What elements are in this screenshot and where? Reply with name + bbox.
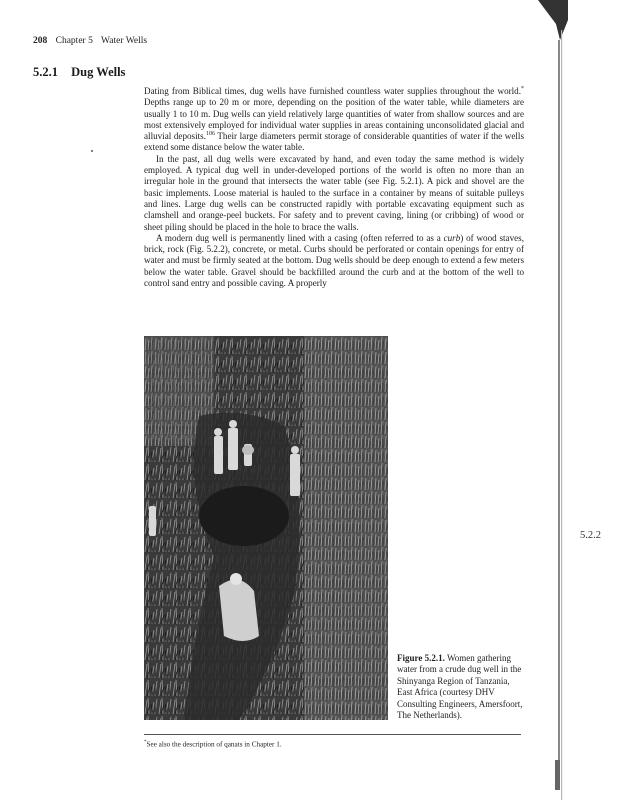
figure-caption — [397, 653, 527, 721]
footnote-marker: * — [521, 85, 524, 92]
section-number: 5.2.1 — [33, 65, 58, 79]
paragraph-2: In the past, all dug wells were excavated by hand, and even today the same method is widely employed. A typical dug well in under-developed portions of the world is often no more than an irregular hole in the ground that intersects the water table (see Fig. 5.2.1). A pick and shovel are the basic implements. Loose material is hauled to the surface in a container by means of suitable pulleys and lines. Large dug wells can be constructed rapidly with portable excavating equipment such as clamshell and orange-peel buckets. For safety and to prevent caving, lining (or cribbing) of wood or sheet piling should be placed in the hole to brace the walls. — [144, 153, 524, 232]
paragraph-1 — [144, 86, 524, 154]
paragraph-3-text-b: ) of wood staves, brick, rock (Fig. 5.2.2), concrete, or metal. Curbs should be perforated or contain openings for entry of water and must be firmly seated at the bottom. Dug wells should be deep enough to extend a few meters below the water table. Gravel should be backfilled around the curb and at the bottom of the well to control sand entry and possible caving. A properly — [144, 232, 524, 289]
paragraph-3 — [144, 233, 524, 289]
paragraph-1-text-b: Depths range up to 20 m or more, depending on the position of the water table, while diameters are usually 1 to 10 m. Dug wells can yield relatively large quantities of water from shallow sources and are most extensively employed for individual water supplies in areas containing unconsolidated glacial and alluvial deposits. — [144, 97, 524, 142]
reference-number: 106 — [205, 131, 215, 138]
footnote-mark: * — [144, 740, 147, 745]
section-title: Dug Wells — [71, 65, 126, 79]
body-text — [144, 86, 524, 289]
paragraph-1-text-a: Dating from Biblical times, dug wells have furnished countless water supplies throughout the world. — [144, 86, 521, 96]
page-edge-shadow — [538, 0, 568, 800]
paragraph-1-text-c: Their large diameters permit storage of considerable quantities of water if the wells extend some distance below the water table. — [144, 131, 524, 153]
chapter-title: Water Wells — [101, 36, 148, 46]
figure-label: Figure 5.2.1. — [397, 653, 445, 663]
well-photo — [144, 336, 388, 720]
footnote-rule — [144, 734, 521, 735]
margin-dot — [91, 150, 93, 152]
curb-term: curb — [443, 232, 461, 243]
figure-caption-text: Women gathering water from a crude dug well in the Shinyanga Region of Tanzania, East Africa (courtesy DHV Consulting Engineers, Amersfoort, The Netherlands). — [397, 653, 523, 721]
section-heading — [33, 65, 125, 80]
footnote-text: See also the description of qanats in Chapter 1. — [146, 740, 282, 749]
page-number: 208 — [33, 36, 48, 46]
paragraph-3-text-a: A modern dug well is permanently lined with a casing (often referred to as a — [156, 232, 444, 243]
chapter-label: Chapter 5 — [55, 36, 93, 46]
footnote — [144, 740, 282, 748]
margin-section-tag: 5.2.2 — [580, 530, 601, 541]
running-head — [33, 36, 147, 46]
